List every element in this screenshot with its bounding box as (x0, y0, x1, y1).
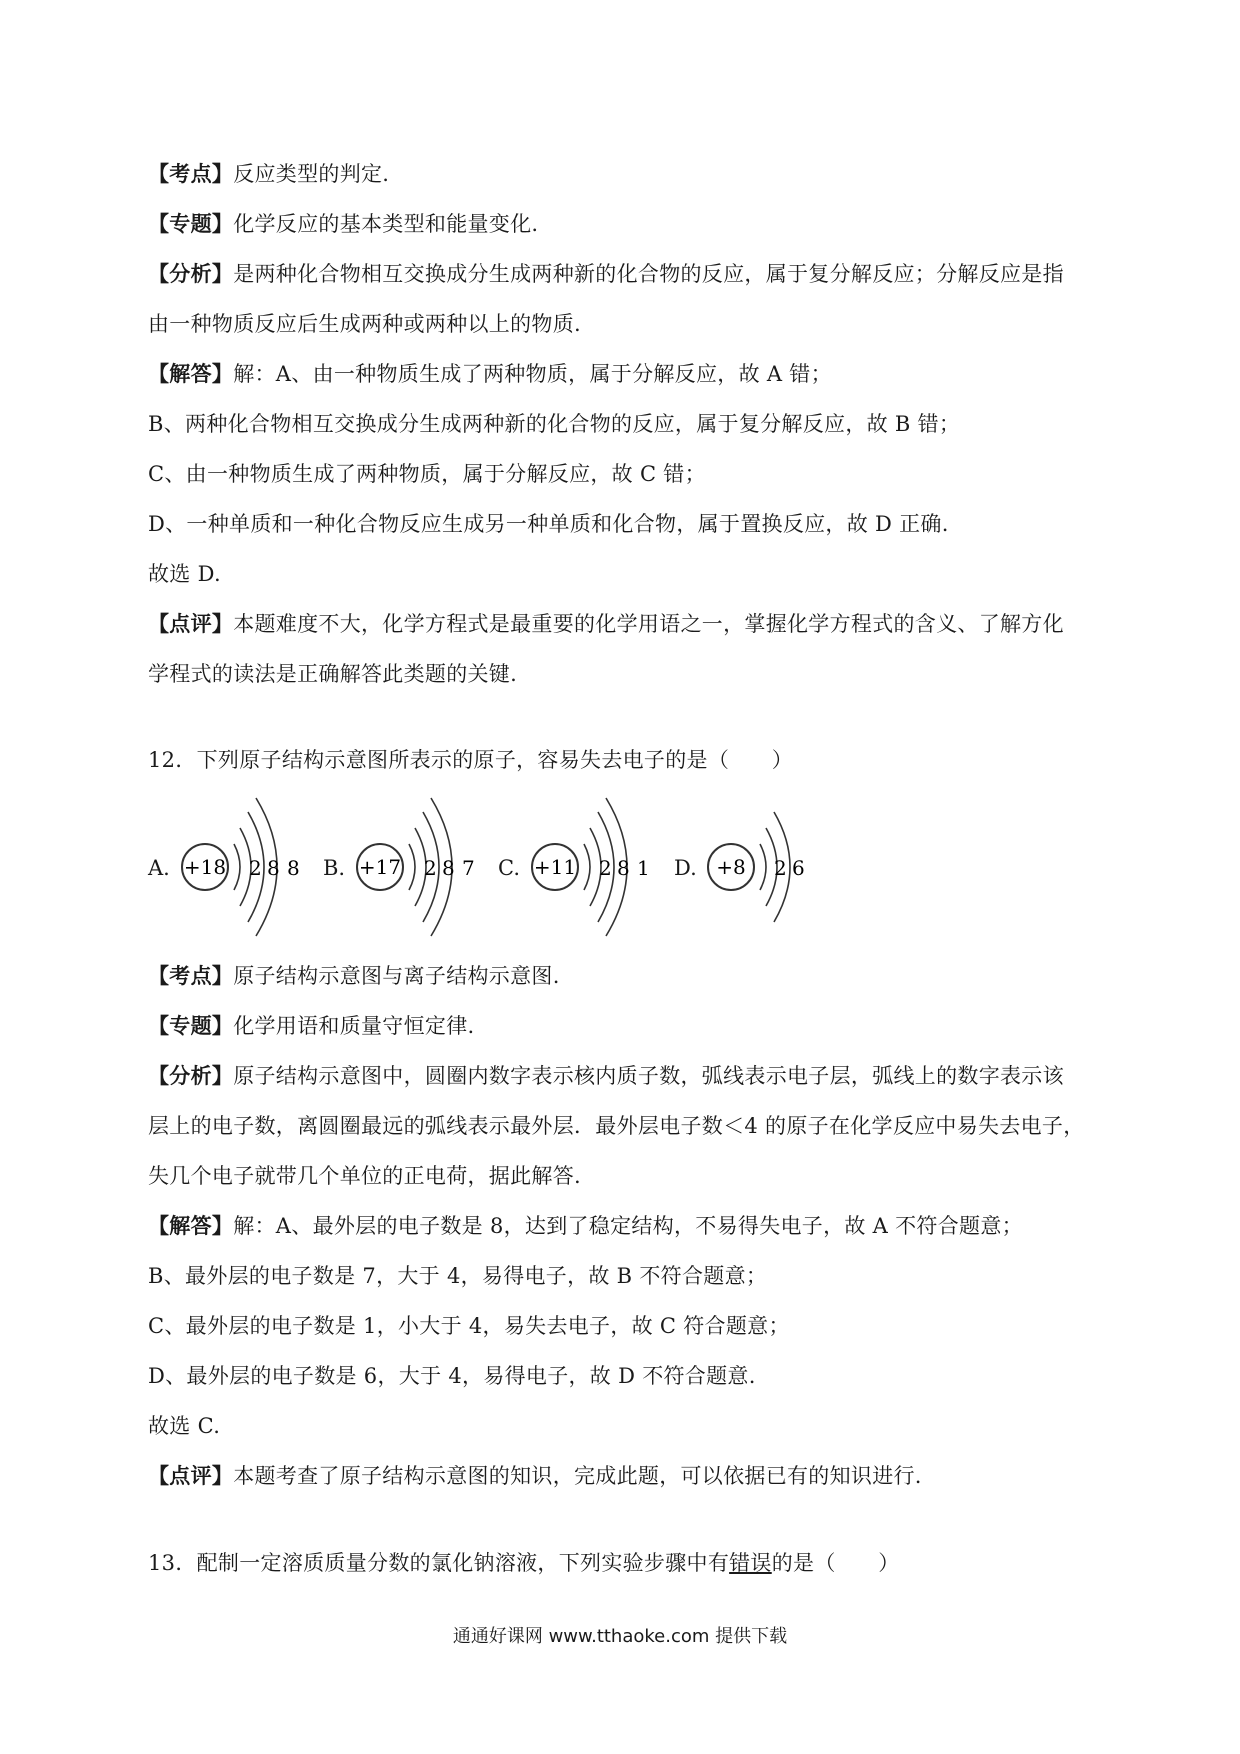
shell-electrons: 8 (287, 856, 300, 880)
atom-diagram (702, 792, 842, 942)
page-footer: 通通好课网 www.tthaoke.com 提供下载 (452, 1626, 788, 1647)
shell-electrons: 2 (599, 856, 612, 880)
q12-question: 12．下列原子结构示意图所表示的原子，容易失去电子的是（ ） (148, 748, 794, 772)
shell-electrons: 2 (774, 856, 787, 880)
nucleus-charge: +18 (183, 855, 227, 879)
shell-electrons: 8 (267, 856, 280, 880)
shell-arc (409, 844, 415, 890)
q11-jieda (148, 360, 1108, 388)
q11-dianping-line1 (148, 610, 1108, 638)
dianping-text1: 本题难度不大，化学方程式是最重要的化学用语之一，掌握化学方程式的含义、了解方化 (233, 612, 1064, 636)
q11-line-c: C、由一种物质生成了两种物质，属于分解反应，故 C 错； (148, 462, 706, 486)
jieda-text: 解：A、由一种物质生成了两种物质，属于分解反应，故 A 错； (233, 362, 832, 386)
dianping-text: 本题考查了原子结构示意图的知识，完成此题，可以依据已有的知识进行. (233, 1464, 922, 1488)
dianping-tag: 【点评】 (148, 611, 234, 636)
atom-option-a (148, 792, 318, 942)
shell-electrons: 7 (462, 856, 475, 880)
q12-line-d: D、最外层的电子数是 6，大于 4，易得电子，故 D 不符合题意. (148, 1364, 756, 1388)
fenxi-tag: 【分析】 (148, 1063, 234, 1088)
q12-line-b: B、最外层的电子数是 7，大于 4，易得电子，故 B 不符合题意； (148, 1264, 768, 1288)
shell-electrons: 2 (249, 856, 262, 880)
fenxi-text1: 原子结构示意图中，圆圈内数字表示核内质子数，弧线表示电子层，弧线上的数字表示该 (233, 1064, 1064, 1088)
atom-diagram (176, 792, 316, 942)
atom-diagrams (148, 792, 1108, 942)
shell-electrons: 2 (424, 856, 437, 880)
atom-option-b (323, 792, 493, 942)
q12-fenxi-line3: 失几个电子就带几个单位的正电荷，据此解答. (148, 1164, 581, 1188)
dianping-tag: 【点评】 (148, 1463, 234, 1488)
q13-question-underlined: 错误 (729, 1551, 772, 1575)
q12-kaodian (148, 962, 1108, 990)
atom-option-d (674, 792, 844, 942)
fenxi-text1: 是两种化合物相互交换成分生成两种新的化合物的反应，属于复分解反应；分解反应是指 (233, 262, 1064, 286)
q12-line-c: C、最外层的电子数是 1，小大于 4，易失去电子，故 C 符合题意； (148, 1314, 790, 1338)
q13-question (148, 1549, 1108, 1577)
shell-electrons: 8 (617, 856, 630, 880)
atom-diagram (526, 792, 666, 942)
kaodian-text: 原子结构示意图与离子结构示意图. (233, 964, 560, 988)
shell-electrons: 6 (792, 856, 805, 880)
q11-dianping-line2: 学程式的读法是正确解答此类题的关键. (148, 662, 518, 686)
kaodian-tag: 【考点】 (148, 963, 234, 988)
atom-label: A. (148, 856, 170, 880)
fenxi-tag: 【分析】 (148, 261, 234, 286)
atom-diagram (351, 792, 491, 942)
shell-arc (584, 844, 590, 890)
q12-jieda (148, 1212, 1108, 1240)
zhuanti-text: 化学用语和质量守恒定律. (233, 1014, 475, 1038)
q11-fenxi-line1 (148, 260, 1108, 288)
nucleus-charge: +17 (358, 855, 402, 879)
q11-fenxi-line2: 由一种物质反应后生成两种或两种以上的物质. (148, 312, 581, 336)
shell-arc (234, 844, 240, 890)
atom-label: B. (323, 856, 346, 880)
q13-question-before: 13．配制一定溶质质量分数的氯化钠溶液，下列实验步骤中有 (148, 1551, 730, 1575)
q11-zhuanti (148, 210, 1108, 238)
q11-answer: 故选 D. (148, 562, 221, 586)
q12-answer: 故选 C. (148, 1414, 221, 1438)
jieda-text: 解：A、最外层的电子数是 8，达到了稳定结构，不易得失电子，故 A 不符合题意； (233, 1214, 1023, 1238)
zhuanti-tag: 【专题】 (148, 1013, 234, 1038)
q13-question-after: 的是（ ） (771, 1551, 900, 1575)
shell-electrons: 1 (637, 856, 650, 880)
q11-kaodian (148, 160, 1108, 188)
nucleus-charge: +11 (533, 855, 577, 879)
jieda-tag: 【解答】 (148, 361, 234, 386)
kaodian-tag: 【考点】 (148, 161, 234, 186)
zhuanti-text: 化学反应的基本类型和能量变化. (233, 212, 539, 236)
q12-fenxi-line1 (148, 1062, 1108, 1090)
shell-arc (760, 844, 766, 890)
kaodian-text: 反应类型的判定. (233, 162, 390, 186)
zhuanti-tag: 【专题】 (148, 211, 234, 236)
shell-electrons: 8 (442, 856, 455, 880)
q12-fenxi-line2: 层上的电子数，离圆圈最远的弧线表示最外层．最外层电子数＜4 的原子在化学反应中易失去电子， (148, 1114, 1085, 1138)
nucleus-charge: +8 (716, 855, 746, 879)
q12-dianping (148, 1462, 1108, 1490)
jieda-tag: 【解答】 (148, 1213, 234, 1238)
atom-option-c (498, 792, 668, 942)
q11-line-b: B、两种化合物相互交换成分生成两种新的化合物的反应，属于复分解反应，故 B 错； (148, 412, 961, 436)
q11-line-d: D、一种单质和一种化合物反应生成另一种单质和化合物，属于置换反应，故 D 正确. (148, 512, 949, 536)
atom-label: D. (674, 856, 697, 880)
atom-label: C. (498, 856, 520, 880)
q12-zhuanti (148, 1012, 1108, 1040)
